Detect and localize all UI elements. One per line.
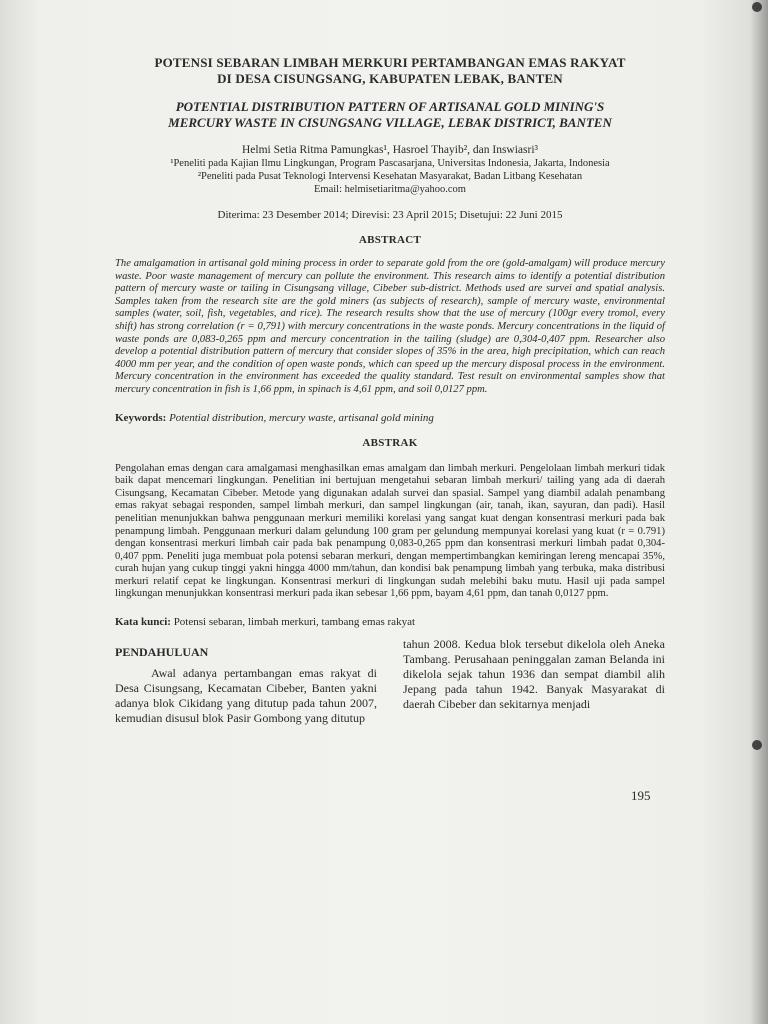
abstract-indonesian: Pengolahan emas dengan cara amalgamasi menghasilkan emas amalgam dan limbah merkuri. Pengelolaan limbah merkuri tidak baik dapat mencemari lingkungan. Penelitian ini bertujuan mengetahui sebaran limbah merkuri/ tailing yang ada di daerah Cisungsang, Kecamatan Cibeber. Metode yang digunakan adalah survei dan spasial. Sampel yang diambil adalah penambang emas rakyat sebagai responden, sampel limbah merkuri, dan sampel lingkungan (air, tanah, ikan, sayuran, dan padi). Hasil penelitian menunjukkan bahwa penggunaan merkuri memiliki korelasi yang sangat kuat dengan konsentrasi merkuri pada bak penampung limbah. Penggunaan merkuri dalam gelundung 100 gram per gelundung mempunyai korelasi yang kuat (r = 0.791) dengan konsentrasi merkuri limbah cair pada bak penampung 0,083-0,265 ppm dan konsentrasi merkuri limbah padat 0,304-0,407 ppm. Peneliti juga membuat pola potensi sebaran merkuri, dengan mempertimbangkan kemiringan lereng mencapai 35%, curah hujan yang cukup tinggi yakni hingga 4000 mm/tahun, dan kondisi bak penampung limbah yang terbuka, maka distribusi merkuri relatif cepat ke lingkungan. Konsentrasi merkuri di lingkungan sudah melebihi baku mutu. Hasil uji pada sampel lingkungan menunjukkan konsentrasi merkuri pada ikan sebesar 1,66 ppm, bayam 4,61 ppm, dan tanah 0,0127 ppm. — [115, 462, 665, 600]
affiliation-1: ¹Peneliti pada Kajian Ilmu Lingkungan, Program Pascasarjana, Universitas Indonesia, Jakarta, Indonesia — [170, 158, 610, 169]
intro-paragraph-continued: tahun 2008. Kedua blok tersebut dikelola oleh Aneka Tambang. Perusahaan peninggalan zaman Belanda ini dikelola sejak tahun 1936 dan sempat diambil alih Jepang pada tahun 1942. Banyak Masyarakat di daerah Cibeber dan sekitarnya menjadi — [403, 637, 665, 712]
column-right — [403, 637, 665, 726]
scan-shadow-edge — [750, 0, 768, 1024]
author-list: Helmi Setia Ritma Pamungkas¹, Hasroel Thayib², dan Inswiasri³ — [242, 144, 538, 156]
binder-hole-top — [752, 2, 762, 12]
keywords-label: Keywords: — [115, 411, 167, 424]
abstract-heading: ABSTRACT — [358, 234, 422, 246]
title-indonesian — [115, 55, 665, 87]
title-en-line1: POTENTIAL DISTRIBUTION PATTERN OF ARTISANAL GOLD MINING'S — [175, 99, 605, 114]
abstrak-heading: ABSTRAK — [362, 436, 418, 449]
body-columns — [115, 637, 665, 726]
kata-kunci-line — [115, 615, 665, 629]
kata-kunci-label: Kata kunci: — [115, 616, 171, 629]
title-english — [115, 99, 665, 131]
affiliation-2: ²Peneliti pada Pusat Teknologi Intervensi Kesehatan Masyarakat, Badan Litbang Kesehatan — [197, 171, 583, 182]
keywords-value: Potential distribution, mercury waste, artisanal gold mining — [169, 411, 434, 424]
abstract-english: The amalgamation in artisanal gold mining process in order to separate gold from the ore (gold-amalgam) will produce mercury waste. Poor waste management of mercury can pollute the environment. This research aims to identify a potential distribution pattern of mercury waste or tailing in Cisungsang village, Cibeber sub-district. Methods used are survei and spatial analysis. Samples taken from the research site are the gold miners (as subjects of research), sample of mercury waste, environmental samples (water, soil, fish, vegetables, and rice). The research results show that the use of mercury (100gr every tromol, every shift) has strong correlation (r = 0,791) with mercury concentrations in the waste ponds. Mercury concentrations in the liquid of waste ponds are 0,083-0,265 ppm and mercury concentration in the tailing (sludge) are 0,304-0,407 ppm. Researcher also develop a potential distribution pattern of mercury that consider slopes of 35% in the area, high precipitation, which can reach 4000 mm per year, and the condition of open waste ponds, which can speed up the mercury disposal process in the environment. Mercury concentration in the environment has exceeded the quality standard. Test result on environmental samples show that mercury concentration in fish is 1,66 ppm, in spinach is 4,61 ppm, and soil 0,0127 ppm. — [115, 258, 665, 395]
title-id-line2: DI DESA CISUNGSANG, KABUPATEN LEBAK, BANTEN — [217, 71, 563, 86]
binder-hole-bottom — [752, 740, 762, 750]
page-number: 195 — [631, 788, 651, 803]
keywords-line — [115, 411, 665, 425]
title-en-line2: MERCURY WASTE IN CISUNGSANG VILLAGE, LEBAK DISTRICT, BANTEN — [168, 115, 612, 130]
intro-paragraph-1: Awal adanya pertambangan emas rakyat di Desa Cisungsang, Kecamatan Cibeber, Banten yakni adanya blok Cikidang yang ditutup pada tahun 2007, kemudian disusul blok Pasir Gombong yang ditutup — [115, 666, 377, 726]
title-id-line1: POTENSI SEBARAN LIMBAH MERKURI PERTAMBANGAN EMAS RAKYAT — [154, 55, 626, 70]
kata-kunci-value: Potensi sebaran, limbah merkuri, tambang emas rakyat — [173, 616, 416, 629]
author-email: Email: helmisetiaritma@yahoo.com — [314, 184, 466, 195]
column-left — [115, 637, 377, 726]
intro-heading: PENDAHULUAN — [115, 645, 209, 660]
submission-dates: Diterima: 23 Desember 2014; Direvisi: 23 April 2015; Disetujui: 22 Juni 2015 — [217, 209, 563, 221]
article-content — [115, 55, 665, 726]
